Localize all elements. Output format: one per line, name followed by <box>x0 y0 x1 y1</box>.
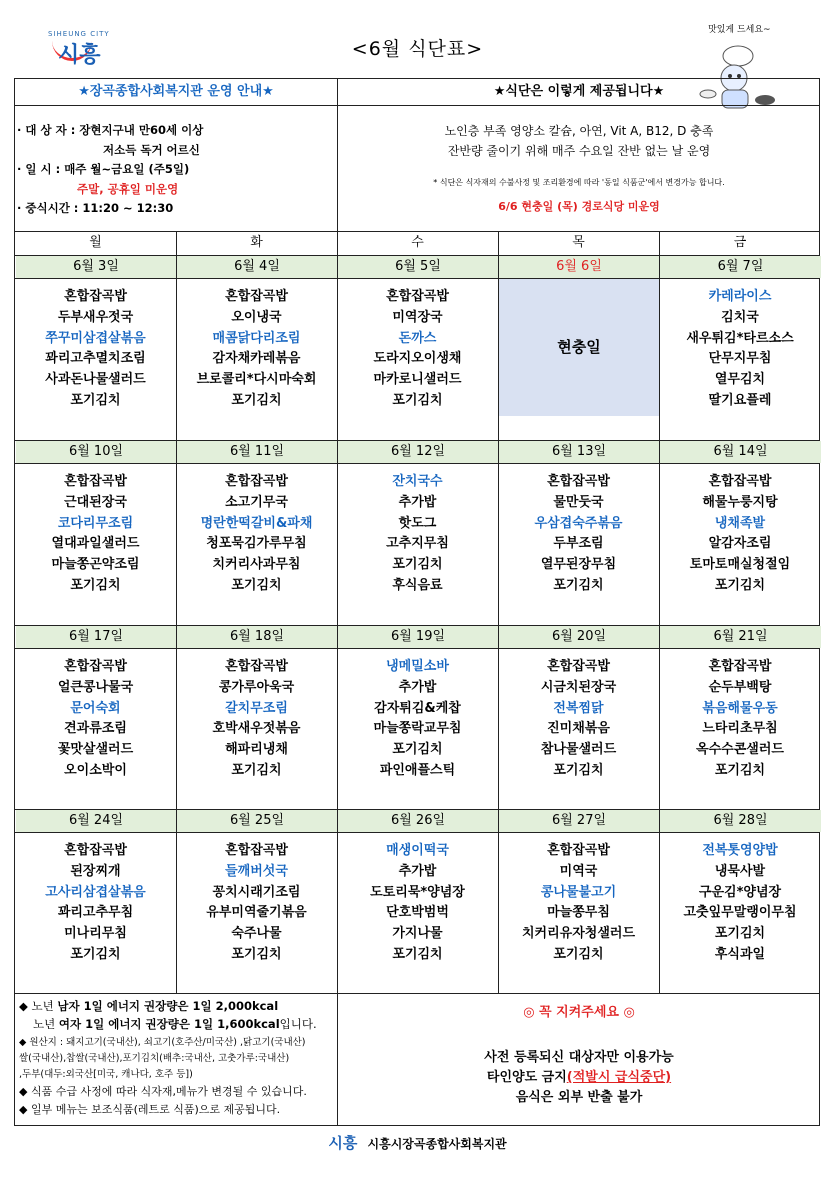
menu-item: 전복톳영양밥 <box>702 843 778 858</box>
menu-item: 카레라이스 <box>708 289 772 304</box>
date-cell: 6월 24일 <box>16 810 176 832</box>
menu-item: 혼합잡곡밥 <box>64 659 127 674</box>
date-cell: 6월 5일 <box>338 256 498 278</box>
menu-item: 소고기무국 <box>225 494 288 510</box>
date-cell: 6월 17일 <box>16 626 176 648</box>
nutrition-line: 노인층 부족 영양소 칼슘, 아연, Vit A, B12, D 충족 <box>444 124 714 138</box>
holiday-note: 주말, 공휴일 미운영 <box>77 181 179 196</box>
menu-item: 진미채볶음 <box>547 721 610 737</box>
date-cell: 6월 12일 <box>338 441 498 463</box>
menu-item: 포기김치 <box>714 577 766 593</box>
logo-text: 시흥 <box>58 43 101 68</box>
origin-line-3: ,두부(대두:외국산[미국, 캐나다, 호주 등]) <box>19 1069 193 1080</box>
footer <box>0 1132 835 1153</box>
menu-item: 열대과일샐러드 <box>51 536 140 552</box>
menu-item: 단호박범벅 <box>386 905 449 921</box>
menu-item: 문어숙회 <box>70 700 121 716</box>
menu-item: 얼큰콩나물국 <box>57 679 134 695</box>
info-right-title: ★식단은 이렇게 제공됩니다★ <box>493 84 665 99</box>
menu-item: 미역장국 <box>392 309 443 325</box>
menu-item: 포기김치 <box>70 577 121 593</box>
menu-item: 가지나물 <box>392 926 443 942</box>
menu-item: 오이소박이 <box>64 762 127 778</box>
menu-item: 감자채카레볶음 <box>212 351 301 367</box>
menu-item: 혼합잡곡밥 <box>225 843 288 858</box>
energy-female-bold: 여자 1일 에너지 권장량은 1일 1,600kcal <box>58 1017 280 1031</box>
menu-item: 근대된장국 <box>64 494 127 510</box>
target-line: · 대 상 자 : 장현지구내 만60세 이상 <box>17 123 204 137</box>
menu-item: 순두부백탕 <box>708 679 772 695</box>
menu-item: 매콤닭다리조림 <box>212 330 301 346</box>
date-cell: 6월 28일 <box>660 810 821 832</box>
menu-item: 유부미역줄기볶음 <box>206 905 307 921</box>
menu-item: 포기김치 <box>231 946 282 962</box>
menu-item: 냉묵사발 <box>714 863 766 879</box>
menu-item: 알감자조림 <box>708 536 772 552</box>
energy-male-note <box>19 997 337 1015</box>
menu-item: 코다리무조림 <box>57 515 134 531</box>
menu-item: 콩가루아욱국 <box>218 679 295 695</box>
menu-item: 꽃맛살샐러드 <box>57 742 134 758</box>
logo-caption: SIHEUNG CITY <box>48 30 110 38</box>
menu-item: 포기김치 <box>70 392 121 408</box>
menu-item: 혼합잡곡밥 <box>708 659 772 674</box>
target-line-2: 저소득 독거 어르신 <box>103 142 200 157</box>
menu-item: 마카로니샐러드 <box>373 372 462 388</box>
date-cell: 6월 20일 <box>499 626 659 648</box>
energy-female-pre: 노년 <box>33 1017 59 1031</box>
origin-line-2: 쌀(국내산),찹쌀(국내산),포기김치(배추:국내산, 고춧가루:국내산) <box>19 1053 290 1064</box>
menu-item: 파인애플스틱 <box>379 762 456 778</box>
waste-line: 잔반량 줄이기 위해 매주 수요일 잔반 없는 날 운영 <box>447 144 711 158</box>
date-cell: 6월 7일 <box>660 256 821 278</box>
menu-item: 볶음해물우동 <box>702 700 778 716</box>
warning-section <box>337 997 821 1108</box>
menu-item: 추가밥 <box>398 863 437 879</box>
date-cell: 6월 6일 <box>499 256 659 278</box>
date-cell: 6월 21일 <box>660 626 821 648</box>
menu-item: 매생이떡국 <box>386 843 449 858</box>
menu-item: 갈치무조림 <box>225 700 288 716</box>
day-header: 수 <box>411 235 424 250</box>
energy-male-pre: ◆ 노년 <box>19 999 58 1013</box>
menu-item: 혼합잡곡밥 <box>225 474 288 489</box>
menu-item: 브로콜리*다시마숙회 <box>196 372 317 388</box>
menu-item: 포기김치 <box>714 926 766 942</box>
menu-item: 치커리유자청샐러드 <box>521 926 636 942</box>
menu-item: 청포묵김가루무침 <box>206 536 307 552</box>
menu-item: 견과류조림 <box>64 721 127 737</box>
menu-item: 포기김치 <box>553 577 604 593</box>
notes-section <box>19 997 337 1119</box>
menu-item: 포기김치 <box>553 762 604 778</box>
menu-item: 고춧잎무말랭이무침 <box>683 905 797 921</box>
date-cell: 6월 4일 <box>177 256 337 278</box>
menu-item: 포기김치 <box>714 762 766 778</box>
retort-note: ◆ 일부 메뉴는 보조식품(레트로 식품)으로 제공됩니다. <box>19 1103 281 1116</box>
menu-item: 포기김치 <box>231 762 282 778</box>
menu-item: 시금치된장국 <box>540 679 617 695</box>
menu-item: 돈까스 <box>398 330 437 346</box>
menu-item: 두부새우젓국 <box>57 309 134 325</box>
mascot-text: 맛있게 드세요~ <box>708 25 771 35</box>
menu-item: 추가밥 <box>398 679 437 695</box>
date-cell: 6월 11일 <box>177 441 337 463</box>
menu-item: 새우튀김*타르소스 <box>686 330 794 346</box>
date-cell: 6월 27일 <box>499 810 659 832</box>
menu-item: 마늘쫑곤약조림 <box>51 557 140 573</box>
date-cell: 6월 19일 <box>338 626 498 648</box>
menu-item: 포기김치 <box>553 946 604 962</box>
menu-item: 포기김치 <box>392 557 443 573</box>
menu-item: 혼합잡곡밥 <box>547 659 610 674</box>
menu-item: 냉채족발 <box>714 515 766 531</box>
notes-top-border <box>15 79 819 994</box>
menu-item: 해물누룽지탕 <box>702 494 778 510</box>
menu-item: 마늘쫑락교무침 <box>373 721 462 737</box>
page-title: <6월 식단표> <box>351 38 484 60</box>
footer-logo: 시흥 <box>328 1134 358 1152</box>
energy-female-note <box>19 1015 337 1033</box>
menu-item: 들깨버섯국 <box>225 863 288 879</box>
menu-item: 전복찜닭 <box>553 700 604 716</box>
menu-item: 도라지오이생채 <box>373 351 462 367</box>
origin-line-1: ◆ 원산지 : 돼지고기(국내산), 쇠고기(호주산/미국산) ,닭고기(국내산) <box>19 1037 306 1048</box>
menu-item: 치커리사과무침 <box>212 557 301 573</box>
date-cell: 6월 13일 <box>499 441 659 463</box>
menu-item: 도토리묵*양념장 <box>370 884 465 900</box>
menu-item: 두부조림 <box>553 536 604 552</box>
day-header: 화 <box>250 235 263 250</box>
menu-item: 핫도그 <box>398 515 437 531</box>
menu-item: 김치국 <box>721 309 759 325</box>
menu-item: 딸기요플레 <box>708 392 772 408</box>
menu-item: 포기김치 <box>231 577 282 593</box>
menu-item: 콩나물불고기 <box>540 884 617 900</box>
warning-line-2 <box>337 1068 821 1088</box>
lunch-time: · 중식시간 : 11:20 ~ 12:30 <box>17 201 174 215</box>
holiday-cell: 현충일 <box>499 279 659 416</box>
schedule-line: · 일 시 : 매주 월~금요일 (주5일) <box>17 162 190 176</box>
menu-item: 옥수수콘샐러드 <box>696 742 784 758</box>
menu-item: 혼합잡곡밥 <box>225 659 288 674</box>
date-cell: 6월 25일 <box>177 810 337 832</box>
footer-text: 시흥시장곡종합사회복지관 <box>367 1137 507 1151</box>
menu-item: 구운김*양념장 <box>698 884 782 900</box>
menu-item: 혼합잡곡밥 <box>547 843 610 858</box>
menu-item: 느타리초무침 <box>702 721 778 737</box>
menu-item: 혼합잡곡밥 <box>225 289 288 304</box>
menu-item: 물만둣국 <box>553 494 604 510</box>
menu-item: 고추지무침 <box>386 536 449 552</box>
menu-item: 꽈리고추무침 <box>57 905 134 921</box>
menu-item: 포기김치 <box>392 392 443 408</box>
energy-female-post: 입니다. <box>279 1017 317 1031</box>
menu-item: 포기김치 <box>70 946 121 962</box>
warning-line-1: 사전 등록되신 대상자만 이용가능 <box>484 1050 674 1065</box>
date-cell: 6월 26일 <box>338 810 498 832</box>
menu-item: 포기김치 <box>392 946 443 962</box>
menu-item: 후식음료 <box>392 577 443 593</box>
menu-item: 꽈리고추멸치조림 <box>45 351 146 367</box>
warning-line-3: 음식은 외부 반출 불가 <box>515 1090 643 1105</box>
menu-item: 꽁치시래기조림 <box>212 884 301 900</box>
menu-item: 미나리무침 <box>64 926 127 942</box>
warning-title: ◎ 꼭 지켜주세요 ◎ <box>523 1005 635 1020</box>
menu-item: 단무지무침 <box>708 351 772 367</box>
menu-item: 해파리냉채 <box>225 742 288 758</box>
menu-item: 된장찌개 <box>70 863 121 879</box>
date-cell: 6월 10일 <box>16 441 176 463</box>
menu-table <box>14 78 820 1126</box>
warning-line-2-pre: 타인양도 금지 <box>486 1070 567 1085</box>
menu-item: 고사리삼겹살볶음 <box>45 884 146 900</box>
menu-item: 추가밥 <box>398 494 437 510</box>
menu-item: 혼합잡곡밥 <box>708 474 772 489</box>
menu-item: 명란한떡갈비&파채 <box>200 515 313 531</box>
menu-item: 호박새우젓볶음 <box>212 721 301 737</box>
menu-item: 사과돈나물샐러드 <box>45 372 146 388</box>
menu-item: 열무된장무침 <box>540 557 617 573</box>
menu-item: 포기김치 <box>231 392 282 408</box>
menu-item: 열무김치 <box>714 372 766 388</box>
menu-item: 혼합잡곡밥 <box>547 474 610 489</box>
menu-item: 우삼겹숙주볶음 <box>534 515 623 531</box>
warning-line-2-red: (적발시 급식중단) <box>566 1070 672 1085</box>
date-cell: 6월 14일 <box>660 441 821 463</box>
supply-note: ◆ 식품 수급 사정에 따라 식자재,메뉴가 변경될 수 있습니다. <box>19 1085 307 1098</box>
menu-item: 혼합잡곡밥 <box>386 289 449 304</box>
day-header: 목 <box>572 235 585 250</box>
menu-item: 감자튀김&케찹 <box>374 700 461 716</box>
menu-item: 혼합잡곡밥 <box>64 289 127 304</box>
menu-item: 혼합잡곡밥 <box>64 843 127 858</box>
date-cell: 6월 3일 <box>16 256 176 278</box>
info-left-title: ★장곡종합사회복지관 운영 안내★ <box>78 84 274 99</box>
menu-item: 후식과일 <box>714 946 766 962</box>
menu-item: 냉메밀소바 <box>386 659 449 674</box>
menu-item: 미역국 <box>559 863 598 879</box>
change-note: * 식단은 식자재의 수불사정 및 조리환경에 따라 '동일 식품군'에서 변경가능 합니다. <box>433 178 725 187</box>
energy-male-bold: 남자 1일 에너지 권장량은 1일 2,000kcal <box>57 999 279 1013</box>
menu-item: 토마토매실청절임 <box>689 557 791 573</box>
menu-item: 잔치국수 <box>392 474 443 489</box>
menu-item: 포기김치 <box>392 742 443 758</box>
day-header: 월 <box>89 235 102 250</box>
date-cell: 6월 18일 <box>177 626 337 648</box>
closure-notice: 6/6 현충일 (목) 경로식당 미운영 <box>498 200 660 213</box>
menu-item: 혼합잡곡밥 <box>64 474 127 489</box>
day-header: 금 <box>733 235 747 250</box>
menu-item: 숙주나물 <box>231 926 282 942</box>
menu-item: 오이냉국 <box>231 309 282 325</box>
menu-item: 마늘쫑무침 <box>547 905 610 921</box>
menu-item: 참나물샐러드 <box>540 742 617 758</box>
menu-item: 쭈꾸미삼겹살볶음 <box>45 330 146 346</box>
